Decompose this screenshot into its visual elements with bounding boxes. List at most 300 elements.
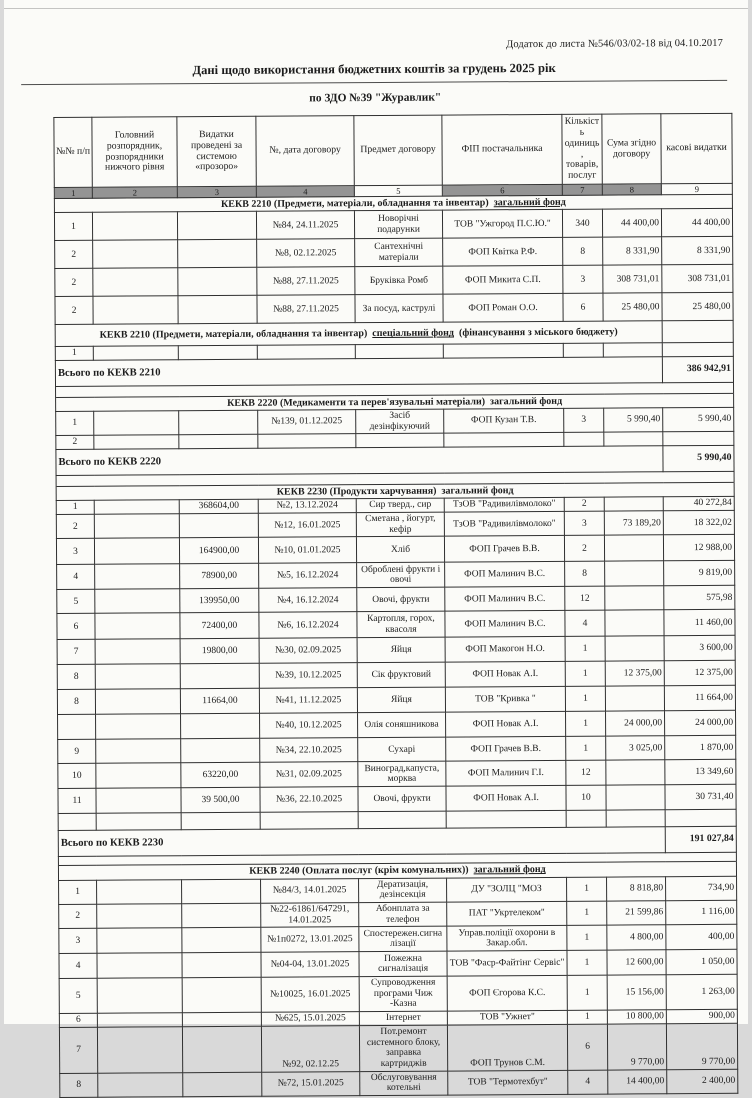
cell-contract (258, 434, 356, 448)
table-row (55, 237, 733, 269)
cell-supplier: ТОВ "Термотехбут" (448, 1070, 568, 1095)
cell-quantity: 12 (566, 761, 606, 786)
cell-supplier: ТОВ "Ужгород П.С.Ю." (442, 210, 562, 239)
cell-row-number: 9 (58, 740, 96, 764)
col-number: 5 (354, 185, 442, 197)
cell-quantity: 1 (565, 687, 605, 712)
cell-quantity: 1 (566, 737, 606, 761)
cell-row-number: 6 (57, 614, 95, 640)
cell-rozporiadnyk (95, 689, 180, 715)
cell-row-number: 1 (56, 500, 94, 514)
cell-rozporiadnyk (93, 268, 178, 297)
cell-quantity: 3 (563, 265, 603, 293)
cell-rozporiadnyk (96, 763, 181, 789)
cell-cash-expense (665, 810, 736, 827)
cell-contract (260, 812, 358, 830)
cell-rozporiadnyk (97, 928, 182, 954)
col-number: 1 (54, 187, 92, 198)
cell-subject: Хліб (356, 537, 444, 564)
cell-subject: Інтернет (359, 1011, 447, 1026)
cell-contract-sum: 73 189,20 (604, 511, 663, 536)
cell-contract-sum: 24 000,00 (606, 711, 665, 736)
cell-contract-sum: 12 600,00 (607, 950, 666, 975)
cell-quantity: 12 (565, 587, 605, 611)
cell-rozporiadnyk (94, 514, 179, 539)
cell-rozporiadnyk (93, 240, 178, 269)
cell-cash-expense: 18 322,02 (663, 511, 734, 536)
cell-quantity: 8 (563, 237, 603, 265)
title-block (21, 60, 727, 85)
cell-row-number: 5 (57, 590, 95, 614)
fund-label: загальний фонд (490, 395, 563, 408)
cell-contract: №2, 13.12.2024 (258, 499, 356, 514)
document-content (3, 0, 752, 1098)
col-number: 2 (92, 187, 177, 199)
cell-prozorro-amount: 39 500,00 (181, 788, 260, 813)
cell-supplier: ФОП Новак А.І. (446, 712, 566, 738)
cell-quantity: 1 (565, 662, 605, 687)
cell-cash-expense: 11 460,00 (664, 610, 735, 636)
cell-quantity: 10 (566, 786, 606, 811)
cell-row-number: 2 (56, 514, 94, 538)
cell-supplier: ФОП Грачев В.В. (446, 737, 566, 762)
cell-subject: Сметана , йогурт, кефір (356, 512, 444, 537)
cell-cash-expense: 44 400,00 (661, 209, 732, 237)
cell-quantity: 1 (566, 712, 606, 737)
cell-subject (356, 433, 444, 447)
cell-cash-expense: 12 988,00 (663, 535, 734, 561)
cell-contract: №139, 01.12.2025 (258, 410, 356, 435)
cell-cash-expense (662, 321, 733, 343)
col-number: 8 (602, 184, 661, 195)
table-row (57, 610, 735, 640)
cell-contract: №41, 11.12.2025 (259, 688, 357, 714)
section-title: КЕКВ 2240 (Оплата послуг (крім комунальних)) (249, 864, 469, 878)
table-row (59, 1023, 737, 1073)
col-number: 3 (177, 186, 256, 197)
cell-cash-expense: 8 331,90 (662, 237, 733, 265)
cell-supplier: ФОП Малинич Г.І. (446, 761, 566, 787)
cell-contract-sum: 3 025,00 (606, 736, 665, 760)
cell-row-number: 8 (57, 665, 95, 690)
cell-contract: №34, 22.10.2025 (260, 738, 358, 763)
cell-contract: №22-61861/647291, 14.01.2025 (261, 903, 359, 928)
col-number: 7 (562, 184, 602, 195)
table-row (56, 535, 734, 565)
cell-contract: №39, 10.12.2025 (259, 663, 357, 689)
fund-label: загальний фонд (473, 864, 546, 876)
cell-row-number: 8 (60, 1073, 98, 1097)
fund-note: (фінансування з міського бюджету) (458, 326, 618, 339)
cell-row-number: 8 (57, 690, 95, 715)
cell-prozorro-amount: 78900,00 (180, 564, 259, 589)
cell-prozorro-amount (181, 739, 260, 763)
cell-prozorro-amount (182, 952, 261, 977)
cell-contract-sum: 8 818,80 (607, 876, 666, 901)
cell-contract-sum: 9 770,00 (607, 1024, 666, 1070)
cell-supplier: ФОП Кузан Т.В. (444, 409, 564, 434)
cell-subject: Супроводження програми Чиж -Казна (359, 976, 447, 1011)
cell-supplier: ФОП Макогон Н.О. (445, 637, 565, 663)
cell-rozporiadnyk (97, 904, 182, 929)
cell-quantity (564, 433, 604, 447)
cell-prozorro-amount (178, 240, 257, 268)
cell-quantity: 1 (567, 950, 607, 975)
total-label: Всього по КЕКВ 2220 (56, 446, 663, 476)
cell-row-number: 2 (56, 436, 94, 450)
cell-quantity: 8 (565, 562, 605, 587)
cell-rozporiadnyk (93, 296, 178, 325)
cell-contract-sum: 308 731,01 (603, 265, 662, 293)
cell-cash-expense: 1 116,00 (666, 900, 737, 925)
section-title: КЕКВ 2210 (Предмети, матеріали, обладнання та інвентар) (220, 197, 489, 211)
cell-row-number: 11 (58, 789, 96, 814)
cell-supplier: ФОП Микита С.П. (443, 266, 563, 295)
cell-contract-sum: 44 400,00 (602, 209, 661, 237)
cell-prozorro-amount (182, 927, 261, 952)
cell-contract-sum: 10 800,00 (607, 1010, 666, 1024)
cell-row-number: 4 (57, 565, 95, 590)
cell-prozorro-amount (181, 813, 260, 830)
cell-quantity: 4 (565, 611, 605, 637)
cell-subject (358, 812, 446, 830)
cell-contract: №88, 27.11.2025 (257, 295, 355, 324)
cell-quantity: 1 (567, 877, 607, 901)
cell-row-number: 10 (58, 764, 96, 789)
cell-subject: За посуд, каструлі (355, 294, 443, 323)
cell-prozorro-amount (178, 268, 257, 296)
cell-supplier (443, 344, 563, 358)
cell-quantity: 2 (564, 497, 604, 511)
cell-supplier (444, 433, 564, 447)
cell-contract-sum: 21 599,86 (607, 901, 666, 926)
cell-cash-expense: 2 400,00 (667, 1069, 738, 1094)
cell-supplier: Управ.поліції охорони в Закар.обл. (447, 926, 567, 952)
cell-contract: №84/3, 14.01.2025 (261, 878, 359, 903)
cell-quantity (563, 343, 603, 357)
table-row (60, 1069, 738, 1097)
cell-rozporiadnyk (97, 978, 182, 1013)
cell-supplier: ФОП Малинич В.С. (445, 587, 565, 612)
cell-subject: Яйця (357, 688, 445, 714)
cell-rozporiadnyk (96, 813, 181, 831)
cell-contract-sum: 12 375,00 (605, 661, 664, 686)
cell-row-number (58, 715, 96, 740)
cell-cash-expense: 25 480,00 (662, 293, 733, 321)
cell-row-number: 1 (54, 213, 92, 241)
cell-quantity: 340 (562, 209, 602, 237)
cell-rozporiadnyk (94, 538, 179, 565)
cell-contract-sum: 15 156,00 (607, 975, 666, 1010)
col-header-cash-expense: касові видатки (661, 113, 732, 184)
cell-rozporiadnyk (95, 639, 180, 665)
cell-cash-expense: 3 600,00 (664, 636, 735, 661)
cell-contract: №10, 01.01.2025 (258, 537, 356, 564)
page-title: Дані щодо використання бюджетних коштів за грудень 2025 рік (192, 60, 556, 78)
cell-contract: №6, 16.12.2024 (259, 612, 357, 639)
cell-cash-expense: 11 664,00 (664, 686, 735, 711)
col-header-supplier: ФІП постачальника (442, 114, 562, 185)
cell-row-number: 1 (56, 411, 94, 435)
cell-rozporiadnyk (95, 589, 180, 614)
cell-prozorro-amount: 139950,00 (180, 589, 259, 613)
cell-contract-sum: 8 331,90 (603, 237, 662, 265)
cell-subject: Олія соняшникова (358, 713, 446, 739)
cell-prozorro-amount (179, 435, 258, 449)
cell-contract-sum: 4 800,00 (607, 925, 666, 950)
cell-prozorro-amount: 19800,00 (180, 639, 259, 664)
cell-cash-expense: 9 770,00 (666, 1023, 737, 1069)
cell-supplier: ФОП Трунов С.М. (447, 1024, 567, 1070)
cell-prozorro-amount: 11664,00 (180, 689, 259, 714)
cell-subject: Абонплата за телефон (359, 902, 447, 927)
cell-rozporiadnyk (96, 739, 181, 764)
cell-supplier: ТОВ "Кривка " (445, 687, 565, 713)
cell-contract-sum (605, 586, 664, 610)
cell-contract: №8, 02.12.2025 (257, 239, 355, 268)
cell-cash-expense: 30 731,40 (665, 785, 736, 810)
cell-subject: Оброблені фрукти і овочі (357, 563, 445, 589)
cell-rozporiadnyk (97, 1027, 182, 1073)
cell-quantity: 6 (563, 293, 603, 321)
cell-rozporiadnyk (96, 714, 181, 740)
cell-row-number (58, 814, 96, 831)
cell-contract: №10025, 16.01.2025 (261, 977, 359, 1012)
cell-contract-sum (606, 785, 665, 810)
cell-subject: Яйця (357, 638, 445, 664)
cell-prozorro-amount (178, 346, 257, 360)
cell-row-number: 1 (55, 347, 93, 361)
cell-rozporiadnyk (94, 435, 179, 449)
cell-rozporiadnyk (95, 564, 180, 590)
cell-prozorro-amount (182, 1012, 261, 1026)
fund-label: загальний фонд (441, 485, 514, 497)
cell-supplier: ТОВ "Фаср-Файтінг Сервіс" (447, 951, 567, 977)
total-value: 5 990,40 (663, 445, 734, 471)
col-header-contract-sum: Сума згідно договору (602, 114, 661, 185)
col-header-rozporiadnyk: Головний розпорядник, розпорядники нижчого рівня (92, 117, 177, 188)
cell-contract: №36, 22.10.2025 (260, 787, 358, 813)
budget-table (53, 113, 738, 1098)
cell-contract: №84, 24.11.2025 (256, 211, 354, 240)
cell-supplier: ТзОВ "Радивилівмолоко" (444, 512, 564, 537)
cell-cash-expense: 900,00 (666, 1009, 737, 1023)
cell-rozporiadnyk (98, 1072, 183, 1097)
cell-supplier: ТзОВ "Радивилівмолоко" (444, 498, 564, 513)
cell-row-number: 4 (59, 953, 97, 978)
col-header-subject: Предмет договору (354, 115, 442, 186)
cell-prozorro-amount (180, 664, 259, 689)
document-annotation: Додаток до листа №546/03/02-18 від 04.10.2017 (506, 37, 723, 51)
cell-rozporiadnyk (96, 788, 181, 814)
cell-contract: №04-04, 13.01.2025 (261, 952, 359, 978)
cell-contract: №12, 16.01.2025 (258, 513, 356, 538)
cell-subject (355, 344, 443, 358)
cell-row-number: 3 (56, 539, 94, 565)
cell-subject: Дератизація, дезінсекція (359, 878, 447, 903)
section-title: КЕКВ 2210 (Предмети, матеріали, обладнання та інвентар) (99, 328, 368, 341)
cell-contract-sum (606, 810, 665, 827)
col-number: 6 (442, 185, 562, 197)
cell-cash-expense: 24 000,00 (665, 711, 736, 736)
cell-supplier: ФОП Малинич В.С. (445, 562, 565, 588)
col-header-num: №№ п/п (54, 117, 92, 187)
cell-cash-expense: 12 375,00 (664, 661, 735, 686)
cell-supplier: ФОП Роман О.О. (443, 294, 563, 323)
cell-prozorro-amount (181, 714, 260, 739)
cell-prozorro-amount (179, 410, 258, 435)
cell-cash-expense (663, 432, 734, 446)
cell-supplier: ТОВ "Ужнет" (447, 1010, 567, 1025)
cell-subject: Сир тверд., сир (356, 498, 444, 513)
cell-prozorro-amount: 368604,00 (179, 499, 258, 513)
cell-prozorro-amount (182, 903, 261, 928)
cell-row-number: 2 (55, 269, 93, 297)
table-row (54, 209, 732, 241)
fund-label: спеціальний фонд (372, 327, 455, 340)
cell-rozporiadnyk (97, 953, 182, 979)
cell-row-number: 2 (59, 904, 97, 928)
cell-cash-expense (662, 343, 733, 357)
cell-contract-sum (604, 497, 663, 511)
table-header-row (54, 113, 732, 187)
cell-subject: Сухарі (358, 738, 446, 763)
col-header-prozorro: Видатки проведені за системою «прозоро» (177, 116, 256, 187)
cell-supplier: ФОП Єгорова К.С. (447, 976, 567, 1012)
cell-subject: Сік фруктовий (357, 663, 445, 689)
cell-row-number: 2 (55, 241, 93, 269)
cell-supplier: ПАТ "Укртелеком" (447, 901, 567, 926)
cell-contract: №31, 02.09.2025 (260, 762, 358, 788)
cell-subject: Спостережен.сигналізації (359, 926, 447, 952)
cell-rozporiadnyk (95, 613, 180, 640)
total-row-2230 (58, 827, 736, 857)
cell-quantity: 1 (567, 1010, 607, 1024)
cell-contract: №1п0272, 13.01.2025 (261, 927, 359, 953)
fund-label: загальний фонд (493, 196, 566, 209)
cell-cash-expense: 575,98 (664, 586, 735, 610)
page-subtitle: по ЗДО №39 "Журавлик" (309, 91, 442, 105)
cell-cash-expense: 1 870,00 (665, 736, 736, 760)
cell-rozporiadnyk (97, 1013, 182, 1028)
cell-subject: Пожежна сигналізація (359, 951, 447, 977)
cell-contract-sum (605, 686, 664, 711)
cell-contract-sum (604, 535, 663, 561)
col-number: 9 (661, 183, 732, 194)
cell-quantity: 2 (564, 536, 604, 562)
cell-row-number: 2 (55, 297, 93, 325)
cell-contract: №5, 16.12.2024 (259, 563, 357, 589)
cell-contract-sum (603, 343, 662, 357)
cell-quantity: 1 (567, 925, 607, 950)
cell-supplier: ФОП Новак А.І. (446, 786, 566, 812)
cell-cash-expense: 400,00 (666, 924, 737, 949)
table-row (55, 265, 733, 297)
cell-quantity: 3 (564, 511, 604, 535)
cell-quantity: 1 (567, 901, 607, 925)
cell-subject: Бруківка Ромб (355, 266, 443, 295)
section-title: КЕКВ 2220 (Медикаменти та перев'язувальні матеріали) (227, 396, 486, 409)
col-header-quantity: Кількість одиниць, товарів, послуг (562, 114, 602, 184)
cell-supplier: ДУ "ЗОЛЦ "МОЗ (447, 877, 567, 902)
cell-prozorro-amount: 63220,00 (181, 763, 260, 788)
table-row (59, 974, 737, 1013)
cell-prozorro-amount (183, 1072, 262, 1097)
cell-quantity: 4 (568, 1070, 608, 1094)
cell-subject: Новорічні подарунки (354, 210, 442, 239)
cell-supplier: ФОП Малинич В.С. (445, 611, 565, 638)
cell-row-number: 7 (59, 1027, 97, 1073)
cell-contract-sum: 25 480,00 (603, 293, 662, 321)
cell-subject: Обслуговування котельні (360, 1071, 448, 1096)
cell-contract: №625, 15.01.2025 (261, 1012, 359, 1027)
cell-contract-sum: 5 990,40 (604, 408, 663, 433)
cell-supplier: ФОП Новак А.І. (445, 662, 565, 688)
section-title: КЕКВ 2230 (Продукти харчування) (276, 485, 437, 498)
cell-contract: №30, 02.09.2025 (259, 638, 357, 664)
cell-subject: Картопля, горох, квасоля (357, 612, 445, 639)
cell-row-number: 6 (59, 1013, 97, 1027)
cell-prozorro-amount (178, 296, 257, 324)
table-row (55, 293, 733, 325)
cell-supplier: ФОП Квітка Р.Ф. (443, 238, 563, 267)
cell-prozorro-amount: 164900,00 (179, 538, 258, 564)
cell-prozorro-amount (177, 212, 256, 240)
cell-subject: Овочі, фрукти (357, 588, 445, 613)
cell-contract-sum (604, 432, 663, 446)
cell-rozporiadnyk (97, 879, 182, 904)
total-label: Всього по КЕКВ 2210 (55, 357, 662, 387)
cell-contract: №4, 16.12.2024 (259, 588, 357, 613)
cell-subject: Засіб дезінфікуючий (356, 409, 444, 434)
cell-quantity: 3 (564, 408, 604, 432)
cell-quantity: 1 (565, 637, 605, 662)
total-value: 191 027,84 (665, 827, 736, 853)
col-header-contract: №, дата договору (256, 116, 354, 187)
cell-prozorro-amount (179, 513, 258, 538)
cell-rozporiadnyk (95, 664, 180, 690)
cell-cash-expense: 1 050,00 (666, 949, 737, 974)
cell-row-number: 7 (57, 640, 95, 665)
col-number: 4 (256, 186, 354, 198)
cell-contract-sum (605, 561, 664, 586)
scanned-document-page (4, 0, 748, 1094)
cell-supplier (446, 811, 566, 829)
total-label: Всього по КЕКВ 2230 (58, 827, 665, 857)
cell-row-number: 5 (59, 978, 97, 1013)
cell-subject: Виноград,капуста, морква (358, 762, 446, 788)
cell-rozporiadnyk (94, 500, 179, 515)
cell-contract-sum: 14 400,00 (608, 1069, 667, 1094)
total-value: 386 942,91 (662, 356, 733, 382)
cell-quantity: 6 (567, 1024, 607, 1070)
cell-contract-sum (605, 636, 664, 661)
cell-prozorro-amount (182, 977, 261, 1012)
cell-prozorro-amount: 72400,00 (180, 613, 259, 639)
cell-contract: №88, 27.11.2025 (257, 267, 355, 296)
cell-subject: Пот.ремонт системного блоку, заправка картриджів (359, 1025, 447, 1071)
cell-cash-expense: 734,90 (666, 876, 737, 901)
cell-subject: Сантехнічні матеріали (355, 238, 443, 267)
cell-subject: Овочі, фрукти (358, 787, 446, 813)
cell-cash-expense: 5 990,40 (663, 407, 734, 432)
cell-quantity (566, 811, 606, 828)
cell-contract: №72, 15.01.2025 (262, 1071, 360, 1096)
cell-supplier: ФОП Грачев В.В. (444, 536, 564, 563)
cell-prozorro-amount (182, 879, 261, 904)
cell-quantity: 1 (567, 975, 607, 1010)
cell-cash-expense: 308 731,01 (662, 265, 733, 293)
